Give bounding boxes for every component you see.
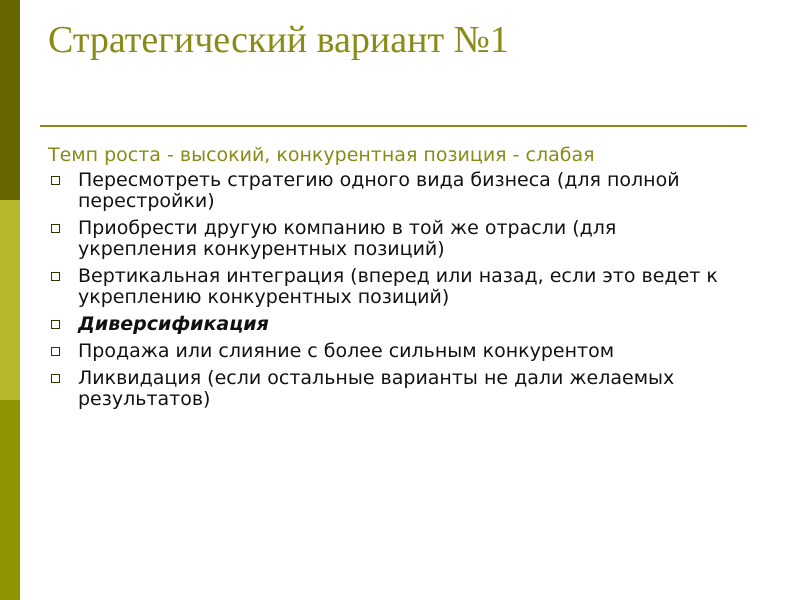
square-bullet-icon: [51, 320, 60, 329]
square-bullet-icon: [51, 374, 60, 383]
list-item-text: Ликвидация (если остальные варианты не дали желаемых результатов): [78, 367, 675, 410]
title-divider: [40, 125, 747, 127]
list-item: [48, 218, 738, 260]
list-item-text: Вертикальная интеграция (вперед или назад, если это ведет к укреплению конкурентных позиций): [78, 265, 718, 308]
slide-title: Стратегический вариант №1: [48, 19, 509, 61]
list-item-text: Пересмотреть стратегию одного вида бизнеса (для полной перестройки): [78, 169, 680, 212]
list-item: [48, 170, 738, 212]
list-item-text: Продажа или слияние с более сильным конкурентом: [78, 340, 615, 362]
sidebar-stripe-bottom: [0, 400, 20, 600]
slide-content: [48, 144, 738, 416]
list-item: [48, 341, 738, 362]
bullet-list: [48, 170, 738, 410]
list-item-text: Диверсификация: [78, 313, 269, 335]
sidebar-stripe-middle: [0, 200, 20, 400]
square-bullet-icon: [51, 347, 60, 356]
list-item-text: Приобрести другую компанию в той же отрасли (для укрепления конкурентных позиций): [78, 217, 617, 260]
list-item-emphasized: [48, 314, 738, 335]
list-item: [48, 266, 738, 308]
square-bullet-icon: [51, 176, 60, 185]
slide-subtitle: Темп роста - высокий, конкурентная позиция - слабая: [48, 144, 595, 166]
square-bullet-icon: [51, 272, 60, 281]
list-item: [48, 368, 738, 410]
square-bullet-icon: [51, 224, 60, 233]
sidebar-stripe-top: [0, 0, 20, 200]
